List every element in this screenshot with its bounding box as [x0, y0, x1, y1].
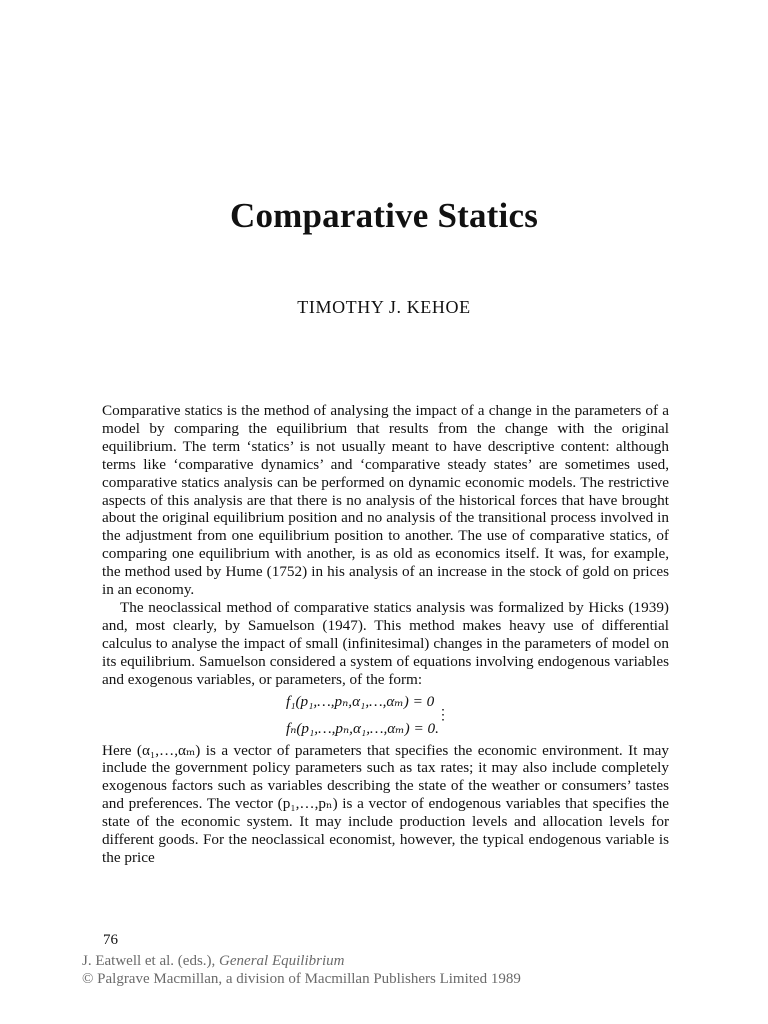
equation-last: fₙ(p₁,…,pₙ,α₁,…,αₘ) = 0.	[286, 719, 439, 737]
paragraph-1: Comparative statics is the method of analysing the impact of a change in the parameters of a model by comparing the equilibrium that results from the change with the original equilibrium. The term ‘statics’ is not usually meant to have descriptive content: although terms like ‘comparative dynamics’ and ‘comparative steady states’ are sometimes used, comparative statics analysis can be performed on dynamic economic models. The restrictive aspects of this analysis are that there is no analysis of the historical forces that have brought about the original equilibrium position and no analysis of the transitional process involved in the adjustment from one equilibrium position to another. The use of comparative statics, of comparing one equilibrium with another, is as old as economics itself. It was, for example, the method used by Hume (1752) in his analysis of an increase in the stock of gold on prices in an economy.	[102, 402, 669, 599]
equation-first: f₁(p₁,…,pₙ,α₁,…,αₘ) = 0	[286, 692, 435, 710]
page-title: Comparative Statics	[229, 196, 539, 235]
equation-system	[102, 693, 669, 738]
equation-ellipsis: ⋮	[436, 707, 450, 723]
paragraph-2: The neoclassical method of comparative statics analysis was formalized by Hicks (1939) and, most clearly, by Samuelson (1947). This method makes heavy use of differential calculus to analyse the impact of small (infinitesimal) changes in the parameters of model on its equilibrium. Samuelson considered a system of equations involving endogenous variables and exogenous variables, or parameters, of the form:	[102, 598, 669, 688]
citation-title: General Equilibrium	[219, 953, 345, 969]
paragraph-3: Here (α₁,…,αₘ) is a vector of parameters that specifies the economic environment. It may include the government policy parameters such as tax rates; it may also include completely exogenous factors such as variables describing the state of the weather or consumers’ tastes and preferences. The vector (p₁,…,pₙ) is a vector of endogenous variables that specifies the state of the economic system. It may include production levels and allocation levels for different goods. For the neoclassical economist, however, the typical endogenous variable is the price	[102, 741, 669, 866]
footer-copyright: © Palgrave Macmillan, a division of Macmillan Publishers Limited 1989	[82, 971, 521, 987]
footer-citation	[82, 952, 344, 970]
author-name: TIMOTHY J. KEHOE	[297, 297, 471, 317]
citation-prefix: J. Eatwell et al. (eds.),	[82, 953, 220, 969]
article-body	[102, 402, 669, 867]
page-number: 76	[103, 932, 118, 948]
